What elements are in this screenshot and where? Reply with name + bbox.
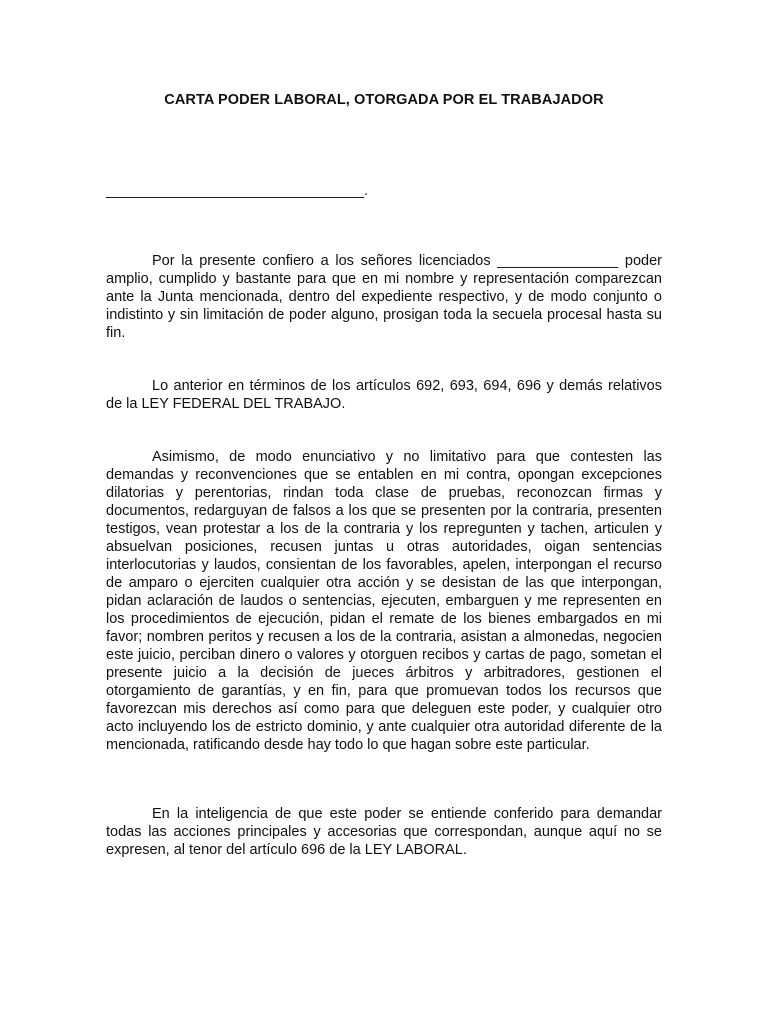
paragraph-enumerated-powers: Asimismo, de modo enunciativo y no limitativo para que contesten las demandas y reconvenciones que se entablen en mi contra, opongan excepciones dilatorias y perentorias, rindan toda clase de pruebas, reconozcan firmas y documentos, redarguyan de falsos a los que se presenten por la contraria, presenten testigos, vean protestar a los de la contraria y los repregunten y tachen, articulen y absuelvan posiciones, recusen juntas u otras autoridades, oigan sentencias interlocutorias y laudos, consientan de los favorables, apelen, interpongan el recurso de amparo o ejerciten cualquier otra acción y se desistan de las que interpongan, pidan aclaración de laudos o sentencias, ejecuten, embarguen y me representen en los procedimientos de ejecución, pidan el remate de los bienes embargados en mi favor; nombren peritos y recusen a los de la contraria, asistan a almonedas, negocien este juicio, perciban dinero o valores y otorguen recibos y cartas de pago, sometan el presente juicio a la decisión de jueces árbitros y arbitradores, gestionen el otorgamiento de garantías, y en fin, para que promuevan todos los recursos que favorezcan mis derechos así como para que deleguen este poder, y cualquier otro acto incluyendo los de estricto dominio, y ante cualquier otra autoridad diferente de la mencionada, ratificando desde hay todo lo que hagan sobre este particular.: [106, 449, 662, 753]
paragraph-scope-of-power: En la inteligencia de que este poder se entiende conferido para demandar todas las acciones principales y accesorias que correspondan, aunque aquí no se expresen, al tenor del artículo 696 de la LEY LABORAL.: [106, 806, 662, 858]
document-title: CARTA PODER LABORAL, OTORGADA POR EL TRABAJADOR: [164, 92, 604, 108]
paragraph-grant-of-power: Por la presente confiero a los señores licenciados _______________ poder amplio, cumplido y bastante para que en mi nombre y representación comparezcan ante la Junta mencionada, dentro del expediente respectivo, y de modo conjunto o indistinto y sin limitación de poder alguno, prosigan toda la secuela procesal hasta su fin.: [106, 253, 662, 341]
place-date-blank-line: ________________________________.: [106, 183, 369, 199]
paragraph-legal-basis: Lo anterior en términos de los artículos 692, 693, 694, 696 y demás relativos de la LEY FEDERAL DEL TRABAJO.: [106, 378, 662, 412]
